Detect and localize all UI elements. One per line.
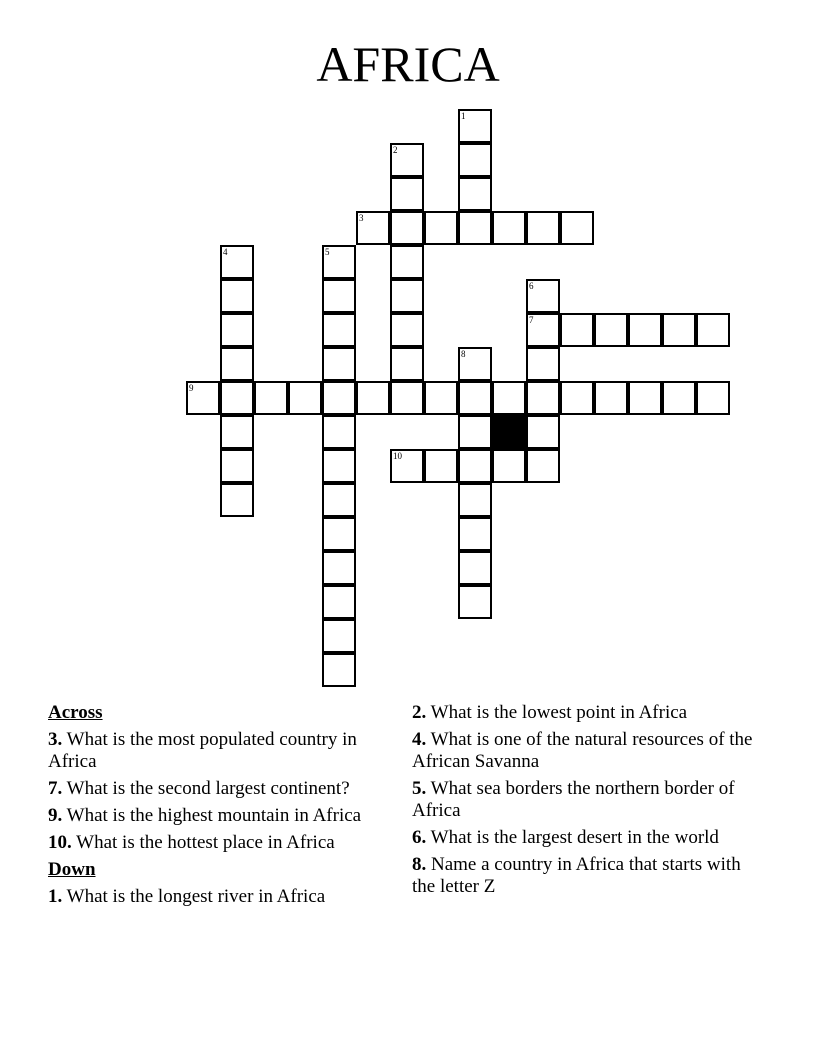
grid-cell[interactable] [220,279,254,313]
grid-cell[interactable] [526,279,560,313]
grid-cell[interactable] [458,415,492,449]
grid-cell[interactable] [560,313,594,347]
grid-cell[interactable] [526,415,560,449]
grid-cell[interactable] [560,381,594,415]
clue-number: 2 [393,145,398,155]
grid-cell[interactable] [492,211,526,245]
grid-cell[interactable] [560,211,594,245]
grid-cell[interactable] [390,279,424,313]
grid-cell[interactable] [458,449,492,483]
grid-cell[interactable] [594,381,628,415]
clue-item [48,729,398,773]
clue-item-number: 3. [48,729,63,750]
down-clue-list-continued [412,702,762,898]
grid-cell[interactable] [322,483,356,517]
clue-item-number: 6. [412,827,427,848]
clue-item-text: What is one of the natural resources of the African Savanna [412,729,753,772]
clue-number: 10 [393,451,402,461]
down-clue-list [48,886,398,908]
clue-number: 6 [529,281,534,291]
grid-cell[interactable] [458,381,492,415]
clues-right-column [412,702,762,903]
grid-cell[interactable] [492,381,526,415]
grid-cell[interactable] [424,449,458,483]
grid-cell[interactable] [322,347,356,381]
grid-cell[interactable] [458,211,492,245]
grid-cell[interactable] [322,619,356,653]
grid-cell[interactable] [594,313,628,347]
clue-number: 9 [189,383,194,393]
clue-number: 4 [223,247,228,257]
clue-item-number: 10. [48,832,72,853]
grid-cell[interactable] [322,415,356,449]
grid-cell[interactable] [390,347,424,381]
grid-cell[interactable] [288,381,322,415]
clue-item-number: 7. [48,778,63,799]
across-heading: Across [48,702,103,723]
clue-item-text: What is the hottest place in Africa [71,832,335,853]
clue-item-text: Name a country in Africa that starts with the letter Z [412,854,741,897]
grid-cell[interactable] [356,211,390,245]
grid-cell[interactable] [220,483,254,517]
grid-cell[interactable] [220,381,254,415]
grid-cell[interactable] [390,381,424,415]
grid-cell[interactable] [696,381,730,415]
clue-number: 3 [359,213,364,223]
grid-cell[interactable] [322,279,356,313]
grid-cell[interactable] [390,143,424,177]
grid-cell[interactable] [662,381,696,415]
clue-item [412,827,762,849]
grid-cell[interactable] [322,653,356,687]
grid-cell[interactable] [526,381,560,415]
grid-cell[interactable] [322,449,356,483]
grid-cell[interactable] [526,347,560,381]
grid-cell[interactable] [628,313,662,347]
grid-cell[interactable] [458,585,492,619]
grid-cell[interactable] [696,313,730,347]
grid-cell[interactable] [220,449,254,483]
clue-item [412,729,762,773]
clue-item-number: 2. [412,702,427,723]
grid-cell[interactable] [526,211,560,245]
grid-cell[interactable] [322,585,356,619]
grid-cell[interactable] [220,415,254,449]
clue-item-text: What is the lowest point in Africa [426,702,688,723]
grid-cell[interactable] [390,211,424,245]
grid-cell[interactable] [458,143,492,177]
clue-item-text: What is the second largest continent? [62,778,350,799]
clue-item-number: 4. [412,729,427,750]
grid-cell[interactable] [322,313,356,347]
grid-cell[interactable] [526,313,560,347]
clue-item-number: 1. [48,886,63,907]
grid-cell[interactable] [458,517,492,551]
grid-cell[interactable] [458,347,492,381]
grid-cell[interactable] [322,381,356,415]
black-cell [492,415,526,449]
clue-item-text: What is the most populated country in Africa [48,729,357,772]
grid-cell[interactable] [390,449,424,483]
clue-item [412,702,762,724]
clue-number: 5 [325,247,330,257]
grid-cell[interactable] [390,177,424,211]
clue-number: 1 [461,111,466,121]
across-clue-list [48,729,398,854]
clue-item-number: 8. [412,854,427,875]
grid-cell[interactable] [526,449,560,483]
grid-cell[interactable] [220,347,254,381]
clue-item-text: What is the longest river in Africa [62,886,326,907]
grid-cell[interactable] [390,313,424,347]
clue-item [48,778,398,800]
grid-cell[interactable] [356,381,390,415]
clue-item-number: 5. [412,778,427,799]
grid-cell[interactable] [458,109,492,143]
clues-left-column [48,702,398,913]
page-title: AFRICA [316,36,500,92]
grid-cell[interactable] [322,245,356,279]
grid-cell[interactable] [220,245,254,279]
clue-item-text: What is the largest desert in the world [426,827,719,848]
grid-cell[interactable] [390,245,424,279]
clue-item-text: What is the highest mountain in Africa [62,805,362,826]
clue-item [48,805,398,827]
grid-cell[interactable] [424,211,458,245]
grid-cell[interactable] [628,381,662,415]
grid-cell[interactable] [458,483,492,517]
grid-cell[interactable] [424,381,458,415]
clue-number: 8 [461,349,466,359]
down-heading: Down [48,859,96,880]
grid-cell[interactable] [458,177,492,211]
clue-item-text: What sea borders the northern border of Africa [412,778,735,821]
clue-item [48,832,398,854]
grid-cell[interactable] [322,517,356,551]
clue-item [412,854,762,898]
clue-item [412,778,762,822]
grid-cell[interactable] [254,381,288,415]
grid-cell[interactable] [322,551,356,585]
grid-cell[interactable] [492,449,526,483]
grid-cell[interactable] [458,551,492,585]
clue-item [48,886,398,908]
grid-cell[interactable] [186,381,220,415]
clue-item-number: 9. [48,805,63,826]
grid-cell[interactable] [220,313,254,347]
clue-number: 7 [529,315,534,325]
grid-cell[interactable] [662,313,696,347]
